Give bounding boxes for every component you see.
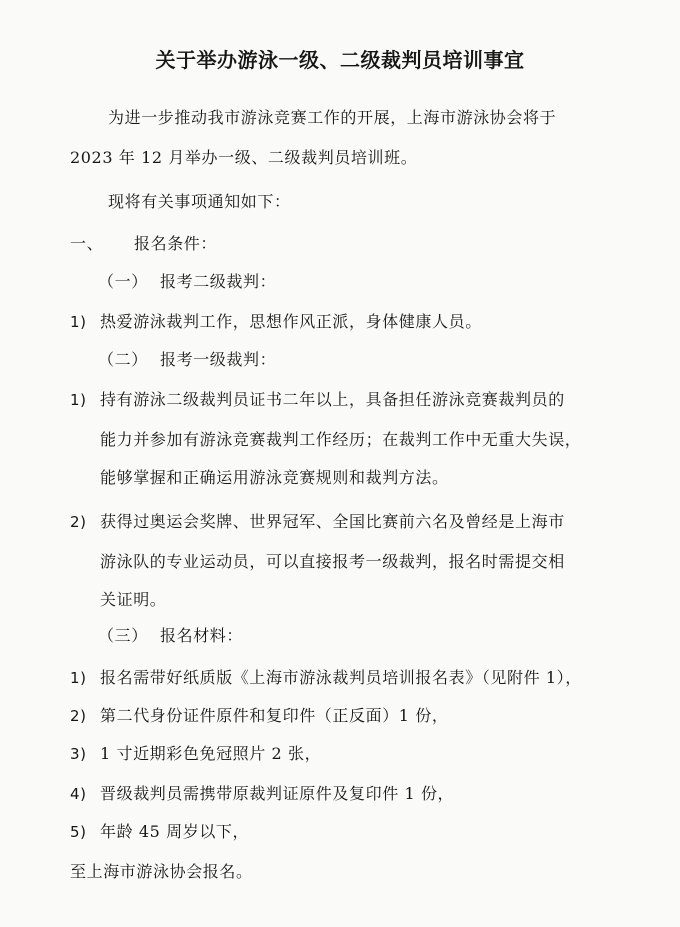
list-item-text: 第二代身份证件原件和复印件（正反面）1 份， [100,706,449,725]
list-item-text: 获得过奥运会奖牌、世界冠军、全国比赛前六名及曾经是上海市 [100,512,565,531]
list-item-number: 4) [70,785,87,803]
list-item-number: 1) [70,669,87,687]
list-item-text: 能力并参加有游泳竞赛裁判工作经历；在裁判工作中无重大失误， [100,430,582,449]
subsection-3-heading: 报名材料： [160,626,244,645]
list-item-text: 持有游泳二级裁判员证书二年以上，具备担任游泳竞赛裁判员的 [100,390,565,409]
list-item-number: 2) [70,707,87,725]
subsection-2-heading: 报考一级裁判： [160,350,277,369]
closing-line: 至上海市游泳协会报名。 [70,862,253,881]
intro-paragraph-line-2: 2023 年 12 月举办一级、二级裁判员培训班。 [70,148,418,167]
intro-paragraph-line-1: 为进一步推动我市游泳竞赛工作的开展，上海市游泳协会将于 [108,108,557,127]
document-title: 关于举办游泳一级、二级裁判员培训事宜 [155,48,525,72]
list-item-text: 1 寸近期彩色免冠照片 2 张， [100,744,322,763]
subsection-2-label: （二） [98,350,148,369]
list-item-text: 能够掌握和正确运用游泳竞赛规则和裁判方法。 [100,468,449,487]
list-item-text: 游泳队的专业运动员，可以直接报考一级裁判，报名时需提交相 [100,552,565,571]
list-item-text: 晋级裁判员需携带原裁判证原件及复印件 1 份， [100,784,455,803]
list-item-number: 1) [70,391,87,409]
list-item-text: 关证明。 [100,590,167,609]
list-item-number: 1) [70,313,87,331]
list-item-text: 报名需带好纸质版《上海市游泳裁判员培训报名表》（见附件 1）， [100,668,582,687]
list-item-number: 5) [70,823,87,841]
subsection-3-label: （三） [98,626,148,645]
section-1-heading: 报名条件： [134,234,218,253]
list-item-number: 2) [70,513,87,531]
notice-line: 现将有关事项通知如下： [108,192,291,211]
subsection-1-label: （一） [98,272,148,291]
list-item-text: 热爱游泳裁判工作，思想作风正派，身体健康人员。 [100,312,482,331]
list-item-number: 3) [70,745,87,763]
subsection-1-heading: 报考二级裁判： [160,272,277,291]
section-1-number: 一、 [70,234,104,253]
list-item-text: 年龄 45 周岁以下， [100,822,250,841]
